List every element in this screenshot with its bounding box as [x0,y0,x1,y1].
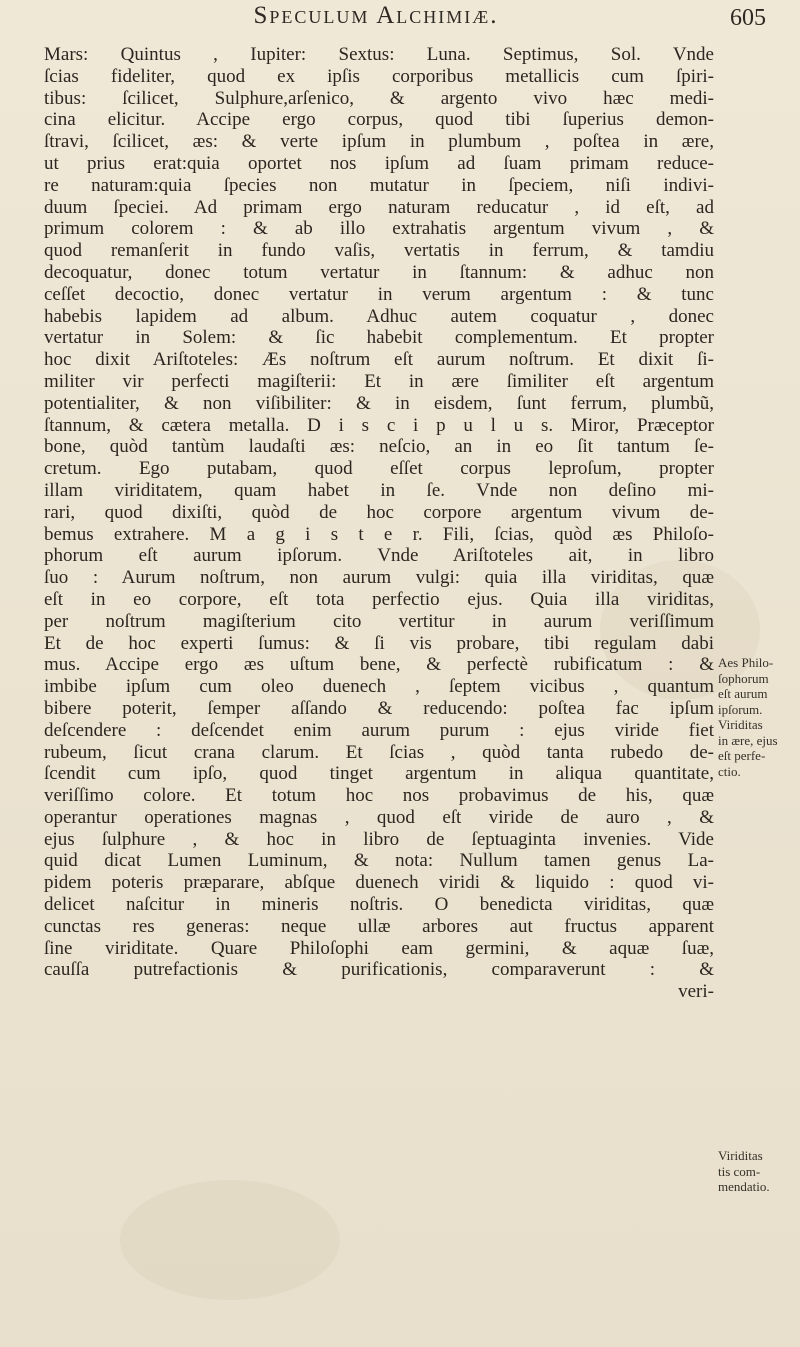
margin-note-line: tis com- [718,1163,761,1179]
margin-note-line: ipſorum. [718,701,763,717]
text-line: delicet naſcitur in mineris noſtris. O benedicta viriditas, quæ [44,894,714,916]
text-line: primum colorem : & ab illo extrahatis argentum vivum , & [44,218,714,240]
text-line: habebis lapidem ad album. Adhuc autem coquatur , donec [44,305,714,327]
text-line: cauſſa putrefactionis & purificationis, comparaverunt : & [44,959,714,981]
catchword: veri- [678,981,714,1003]
running-head [0,2,800,38]
margin-note-line: Aes Philo- [718,655,774,670]
text-line: ſuo : Aurum noſtrum, non aurum vulgi: quia illa viriditas, quæ [44,567,714,589]
text-line: quod remanſerit in fundo vaſis, vertatis in ferrum, & tamdiu [44,240,714,262]
margin-notes [718,655,798,1215]
text-line: ut prius erat:quia oportet nos ipſum ad ſuam primam reduce- [44,152,714,174]
body-text [44,44,714,1003]
page-number: 605 [730,5,766,31]
text-line: pidem poteris præparare, abſque duenech viridi & liquido : quod vi- [44,872,714,894]
text-line: ceſſet decoctio, donec vertatur in verum argentum : & tunc [44,283,714,305]
text-line: ejus ſulphure , & hoc in libro de ſeptuaginta invenies. Vide [44,828,714,850]
text-line: bone, quòd tantùm laudaſti æs: neſcio, an in eo ſit tantum ſe- [44,436,714,458]
text-line: cunctas res generas: neque ullæ arbores aut fructus apparent [44,915,714,937]
text-line: eſt in eo corpore, eſt tota perfectio ejus. Quia illa viriditas, [44,588,714,610]
text-line: rari, quod dixiſti, quòd de hoc corpore argentum vivum de- [44,501,714,523]
text-line: militer vir perfecti magiſterii: Et in ære ſimiliter eſt argentum [44,370,714,392]
text-line: deſcendere : deſcendet enim aurum purum : ejus viride fiet [44,719,714,741]
text-line: Et de hoc experti ſumus: & ſi vis probare, tibi regulam dabi [44,632,714,654]
text-line: Mars: Quintus , Iupiter: Sextus: Luna. Septimus, Sol. Vnde [44,44,714,65]
running-title: Speculum Alchimiæ. [253,2,499,29]
text-line: cina elicitur. Accipe ergo corpus, quod tibi ſuperius demon- [44,109,714,131]
text-line: ſtannum, & cætera metalla. D i s c i p u l u s. Miror, Præceptor [44,414,714,436]
paper-stain [120,1180,340,1300]
text-line: illam viriditatem, quam habet in ſe. Vnde non deſino mi- [44,479,714,501]
text-line: decoquatur, donec totum vertatur in ſtannum: & adhuc non [44,261,714,283]
text-line: bemus extrahere. M a g i s t e r. Fili, ſcias, quòd æs Philoſo- [44,523,714,545]
text-line: vertatur in Solem: & ſic habebit complementum. Et propter [44,327,714,349]
text-line: tibus: ſcilicet, Sulphure,arſenico, & argento vivo hæc medi- [44,87,714,109]
text-line: potentialiter, & non viſibiliter: & in eisdem, ſunt ferrum, plumbũ, [44,392,714,414]
text-line: phorum eſt aurum ipſorum. Vnde Ariſtoteles ait, in libro [44,545,714,567]
margin-note-line: ſophorum [718,670,769,686]
text-line: ſtravi, ſcilicet, æs: & verte ipſum in plumbum , poſtea in ære, [44,131,714,153]
margin-note [718,1148,798,1195]
text-line: cretum. Ego putabam, quod eſſet corpus leproſum, propter [44,458,714,480]
margin-note-line: Viriditas [718,1148,763,1163]
text-line: mus. Accipe ergo æs uſtum bene, & perfectè rubificatum : & [44,654,714,676]
text-line: quid dicat Lumen Luminum, & nota: Nullum tamen genus La- [44,850,714,872]
margin-note-line: eſt perfe- [718,748,766,763]
text-line: duum ſpeciei. Ad primam ergo naturam reducatur , id eſt, ad [44,196,714,218]
margin-note-line: mendatio. [718,1179,770,1194]
text-line: imbibe ipſum cum oleo duenech , ſeptem vicibus , quantum [44,676,714,698]
margin-note-line: eſt aurum [718,686,768,701]
margin-note [718,655,798,779]
margin-note-line: Viriditas [718,717,763,732]
margin-note-line: in ære, ejus [718,732,778,748]
text-line: operantur operationes magnas , quod eſt viride de auro , & [44,806,714,828]
margin-note-line: ctio. [718,763,741,779]
text-line: rubeum, ſicut crana clarum. Et ſcias , quòd tanta rubedo de- [44,741,714,763]
text-line: veriſſimo colore. Et totum hoc nos probavimus de his, quæ [44,785,714,807]
text-line: hoc dixit Ariſtoteles: Æs noſtrum eſt aurum noſtrum. Et dixit ſi- [44,349,714,371]
text-line: ſcendit cum ipſo, quod tinget argentum in aliqua quantitate, [44,763,714,785]
text-line: bibere poterit, ſemper aſſando & reducendo: poſtea fac ipſum [44,697,714,719]
text-line: ſcias fideliter, quod ex ipſis corporibus metallicis cum ſpiri- [44,65,714,87]
text-line: re naturam:quia ſpecies non mutatur in ſpeciem, niſi indivi- [44,174,714,196]
text-line: per noſtrum magiſterium cito vertitur in aurum veriſſimum [44,610,714,632]
text-line: ſine viriditate. Quare Philoſophi eam germini, & aquæ ſuæ, [44,937,714,959]
